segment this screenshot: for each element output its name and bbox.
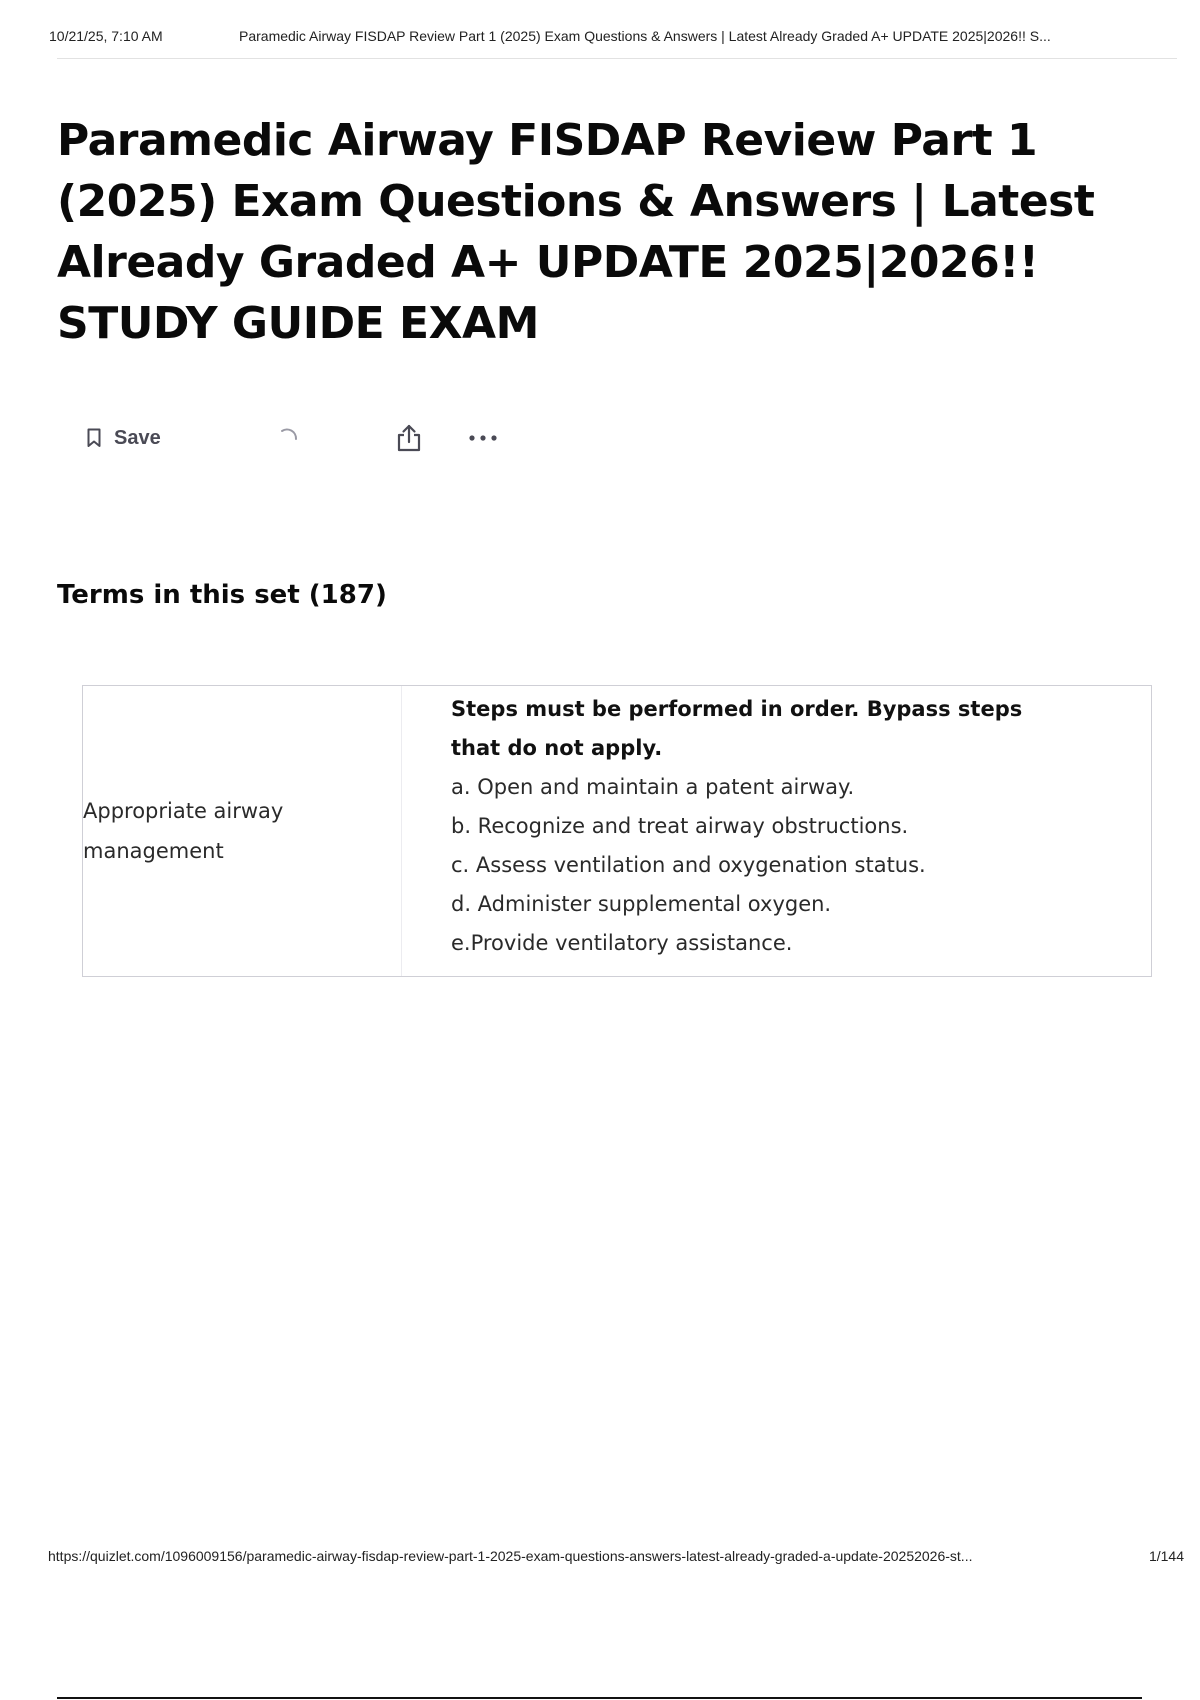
save-button[interactable] [86, 418, 161, 458]
page-title: Paramedic Airway FISDAP Review Part 1 (2025) Exam Questions & Answers | Latest Already Graded A+ UPDATE 2025|2026!! STUDY GUIDE EXAM [57, 115, 1095, 349]
more-options-button[interactable] [468, 418, 498, 458]
definition-line: c. Assess ventilation and oxygenation status. [451, 853, 926, 877]
definition-line: d. Administer supplemental oxygen. [451, 892, 832, 916]
bottom-divider [57, 1697, 1142, 1699]
definition-intro: Steps must be performed in order. Bypass steps that do not apply. [451, 697, 1023, 760]
study-set-toolbar [86, 418, 526, 458]
page-indicator: 1/144 [1148, 1548, 1184, 1564]
save-label: Save [114, 426, 161, 449]
more-options-icon [468, 434, 498, 442]
term-card [82, 685, 1152, 977]
print-page-title: Paramedic Airway FISDAP Review Part 1 (2025) Exam Questions & Answers | Latest Already Graded A+ UPDATE 2025|2026!! S... [239, 28, 1051, 44]
loading-indicator [276, 418, 300, 458]
term-definition [451, 690, 1071, 963]
share-icon [396, 424, 422, 452]
header-divider [57, 58, 1177, 59]
definition-line: a. Open and maintain a patent airway. [451, 775, 855, 799]
bookmark-icon [86, 428, 102, 448]
loading-spinner-icon [276, 426, 300, 450]
page-url: https://quizlet.com/1096009156/paramedic-airway-fisdap-review-part-1-2025-exam-questions-answers-latest-already-graded-a-update-20252026-st... [48, 1548, 973, 1564]
terms-count-heading: Terms in this set (187) [57, 580, 387, 610]
share-button[interactable] [396, 418, 422, 458]
definition-line: b. Recognize and treat airway obstructions. [451, 814, 909, 838]
print-timestamp: 10/21/25, 7:10 AM [49, 28, 163, 44]
term-card-divider [401, 686, 402, 976]
definition-line: e.Provide ventilatory assistance. [451, 931, 793, 955]
term-word: Appropriate airway management [83, 799, 284, 863]
